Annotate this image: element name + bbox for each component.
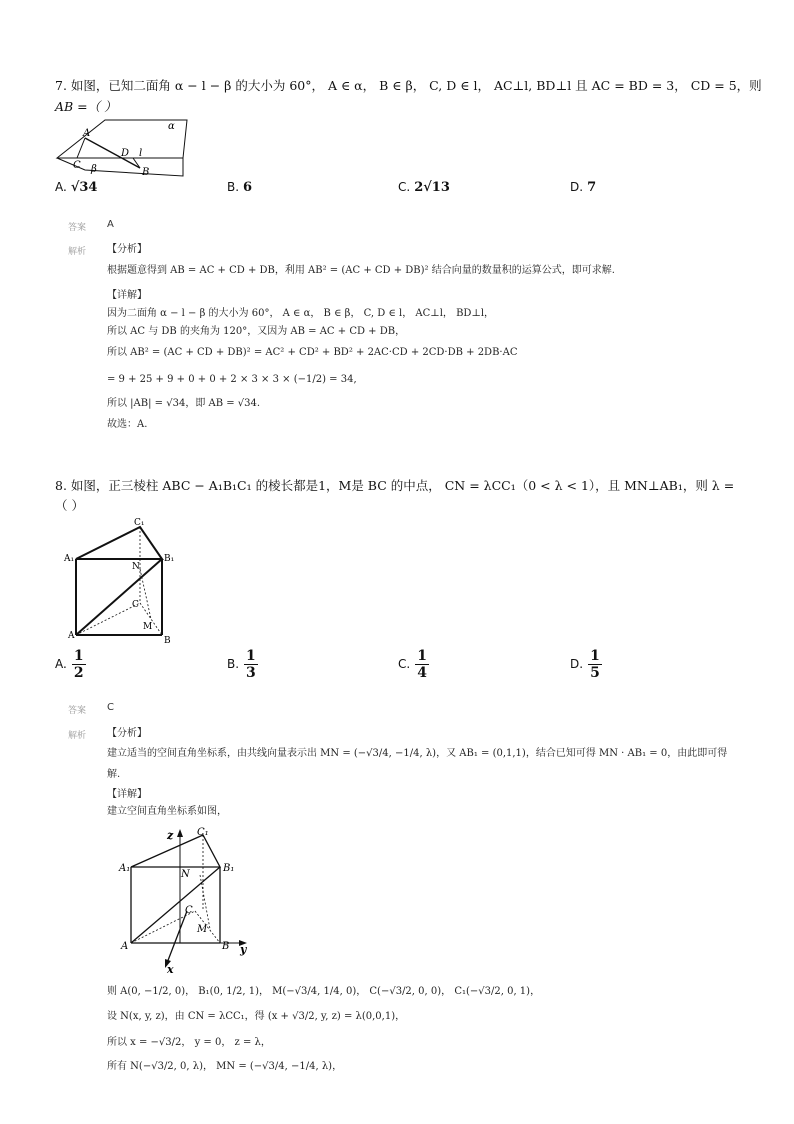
q7-fig-label-a: A — [83, 128, 91, 139]
q8-coord-label-n: N — [181, 869, 190, 880]
q8-line: 建立空间直角坐标系如图， — [107, 806, 227, 817]
q7-answer-label: 答案 — [68, 223, 87, 233]
q7-option-b: B. 6 — [227, 180, 253, 195]
q7-line: 故选：A. — [107, 419, 148, 430]
q7-line: 【分析】 — [107, 244, 147, 255]
q8-coord-label-c: C — [185, 905, 193, 916]
q8-option-a: A. $\frac{1}{2}$ — [55, 648, 84, 682]
q7-fig-label-l: l — [139, 148, 143, 159]
q8-coord-label-b: B — [222, 941, 230, 952]
q7-line: 因为二面角 α − l − β 的大小为 60°， A ∈ α， B ∈ β， C, D ∈ l， AC⊥l， BD⊥l， — [107, 308, 495, 319]
q8-coord-label-b1: B₁ — [223, 863, 235, 874]
q8-axis-label-y: y — [240, 943, 247, 956]
q7-fig-label-c: C — [73, 160, 81, 171]
q7-figure — [55, 118, 190, 180]
q8-axis-label-z: z — [167, 829, 174, 842]
q7-option-c: C. 2√13 — [398, 180, 450, 195]
q7-option-d: D. 7 — [570, 180, 597, 195]
q8-fig-label-c: C — [132, 600, 139, 610]
q8-fig-label-b1: B₁ — [164, 554, 175, 564]
q8-fig-label-a1: A₁ — [64, 554, 75, 564]
q8-line2: 则 A(0, −1/2, 0)， B₁(0, 1/2, 1)， M(−√3/4, 1/4, 0)， C(−√3/2, 0, 0)， C₁(−√3/2, 0, 1)， — [107, 986, 541, 997]
q7-line: 根据题意得到 AB = AC + CD + DB，利用 AB² = (AC + CD + DB)² 结合向量的数量积的运算公式，即可求解. — [107, 265, 615, 276]
q8-answer-label: 答案 — [68, 706, 87, 716]
q8-figure — [62, 517, 182, 645]
q8-line: 【分析】 — [107, 728, 147, 739]
q8-coord-label-a: A — [121, 941, 129, 952]
q7-fig-label-beta: β — [91, 164, 97, 175]
q8-stem-line1: 8. 如图，正三棱柱 ABC − A₁B₁C₁ 的棱长都是1，M是 BC 的中点， CN = λCC₁（0 < λ < 1），且 MN⊥AB₁，则 λ = — [55, 478, 735, 493]
q8-line2: 设 N(x, y, z)，由 CN = λCC₁，得 (x + √3/2, y, z) = λ(0,0,1)， — [107, 1011, 406, 1022]
q7-answer-value: A — [107, 219, 114, 230]
q8-axis-label-x: x — [167, 963, 174, 975]
q7-stem-line1: 7. 如图，已知二面角 α − l − β 的大小为 60°， A ∈ α， B ∈ β， C, D ∈ l， AC⊥l, BD⊥l 且 AC = BD = 3， CD = 5，则 — [55, 78, 762, 93]
q7-stem-line2: AB =（ ） — [55, 99, 117, 114]
q7-line: 所以 |AB| = √34，即 AB = √34. — [107, 398, 261, 409]
q7-line: 所以 AB² = (AC + CD + DB)² = AC² + CD² + BD² + 2AC·CD + 2CD·DB + 2DB·AC — [107, 347, 518, 358]
q8-coord-label-c1: C₁ — [197, 827, 209, 838]
q8-line2: 所有 N(−√3/2, 0, λ)， MN = (−√3/4, −1/4, λ)， — [107, 1061, 343, 1072]
q8-analysis-label: 解析 — [68, 731, 87, 741]
q8-coord-label-a1: A₁ — [119, 863, 131, 874]
q8-option-c: C. $\frac{1}{4}$ — [398, 648, 427, 682]
q7-line: = 9 + 25 + 9 + 0 + 0 + 2 × 3 × 3 × (−1/2) = 34, — [107, 374, 357, 385]
q8-line: 解. — [107, 769, 121, 780]
q7-fig-label-alpha: α — [168, 121, 175, 132]
q8-option-d: D. $\frac{1}{5}$ — [570, 648, 600, 682]
q8-fig-label-b: B — [164, 636, 171, 645]
q7-line: 所以 AC 与 DB 的夹角为 120°，又因为 AB = AC + CD + DB， — [107, 326, 406, 337]
q8-option-b: B. $\frac{1}{3}$ — [227, 648, 256, 682]
q7-fig-label-d: D — [121, 148, 130, 159]
q7-fig-label-b: B — [142, 167, 150, 178]
q7-analysis-label: 解析 — [68, 247, 87, 257]
q8-coord-label-m: M — [197, 924, 208, 935]
q7-option-a: A. √34 — [55, 180, 98, 195]
q8-fig-label-n: N — [132, 562, 140, 572]
q8-line: 【详解】 — [107, 789, 147, 800]
q8-coordinate-figure — [115, 825, 255, 975]
q8-stem-line2: （ ） — [55, 498, 84, 513]
q8-line: 建立适当的空间直角坐标系，由共线向量表示出 MN = (−√3/4, −1/4, λ)，又 AB₁ = (0,1,1)，结合已知可得 MN · AB₁ = 0，由此即可得 — [107, 748, 728, 759]
q7-line: 【详解】 — [107, 290, 147, 301]
q8-fig-label-m: M — [143, 622, 153, 632]
q8-fig-label-c1: C₁ — [134, 518, 145, 528]
q8-line2: 所以 x = −√3/2， y = 0， z = λ， — [107, 1037, 271, 1048]
q8-fig-label-a: A — [68, 631, 75, 641]
q8-answer-value: C — [107, 702, 114, 713]
